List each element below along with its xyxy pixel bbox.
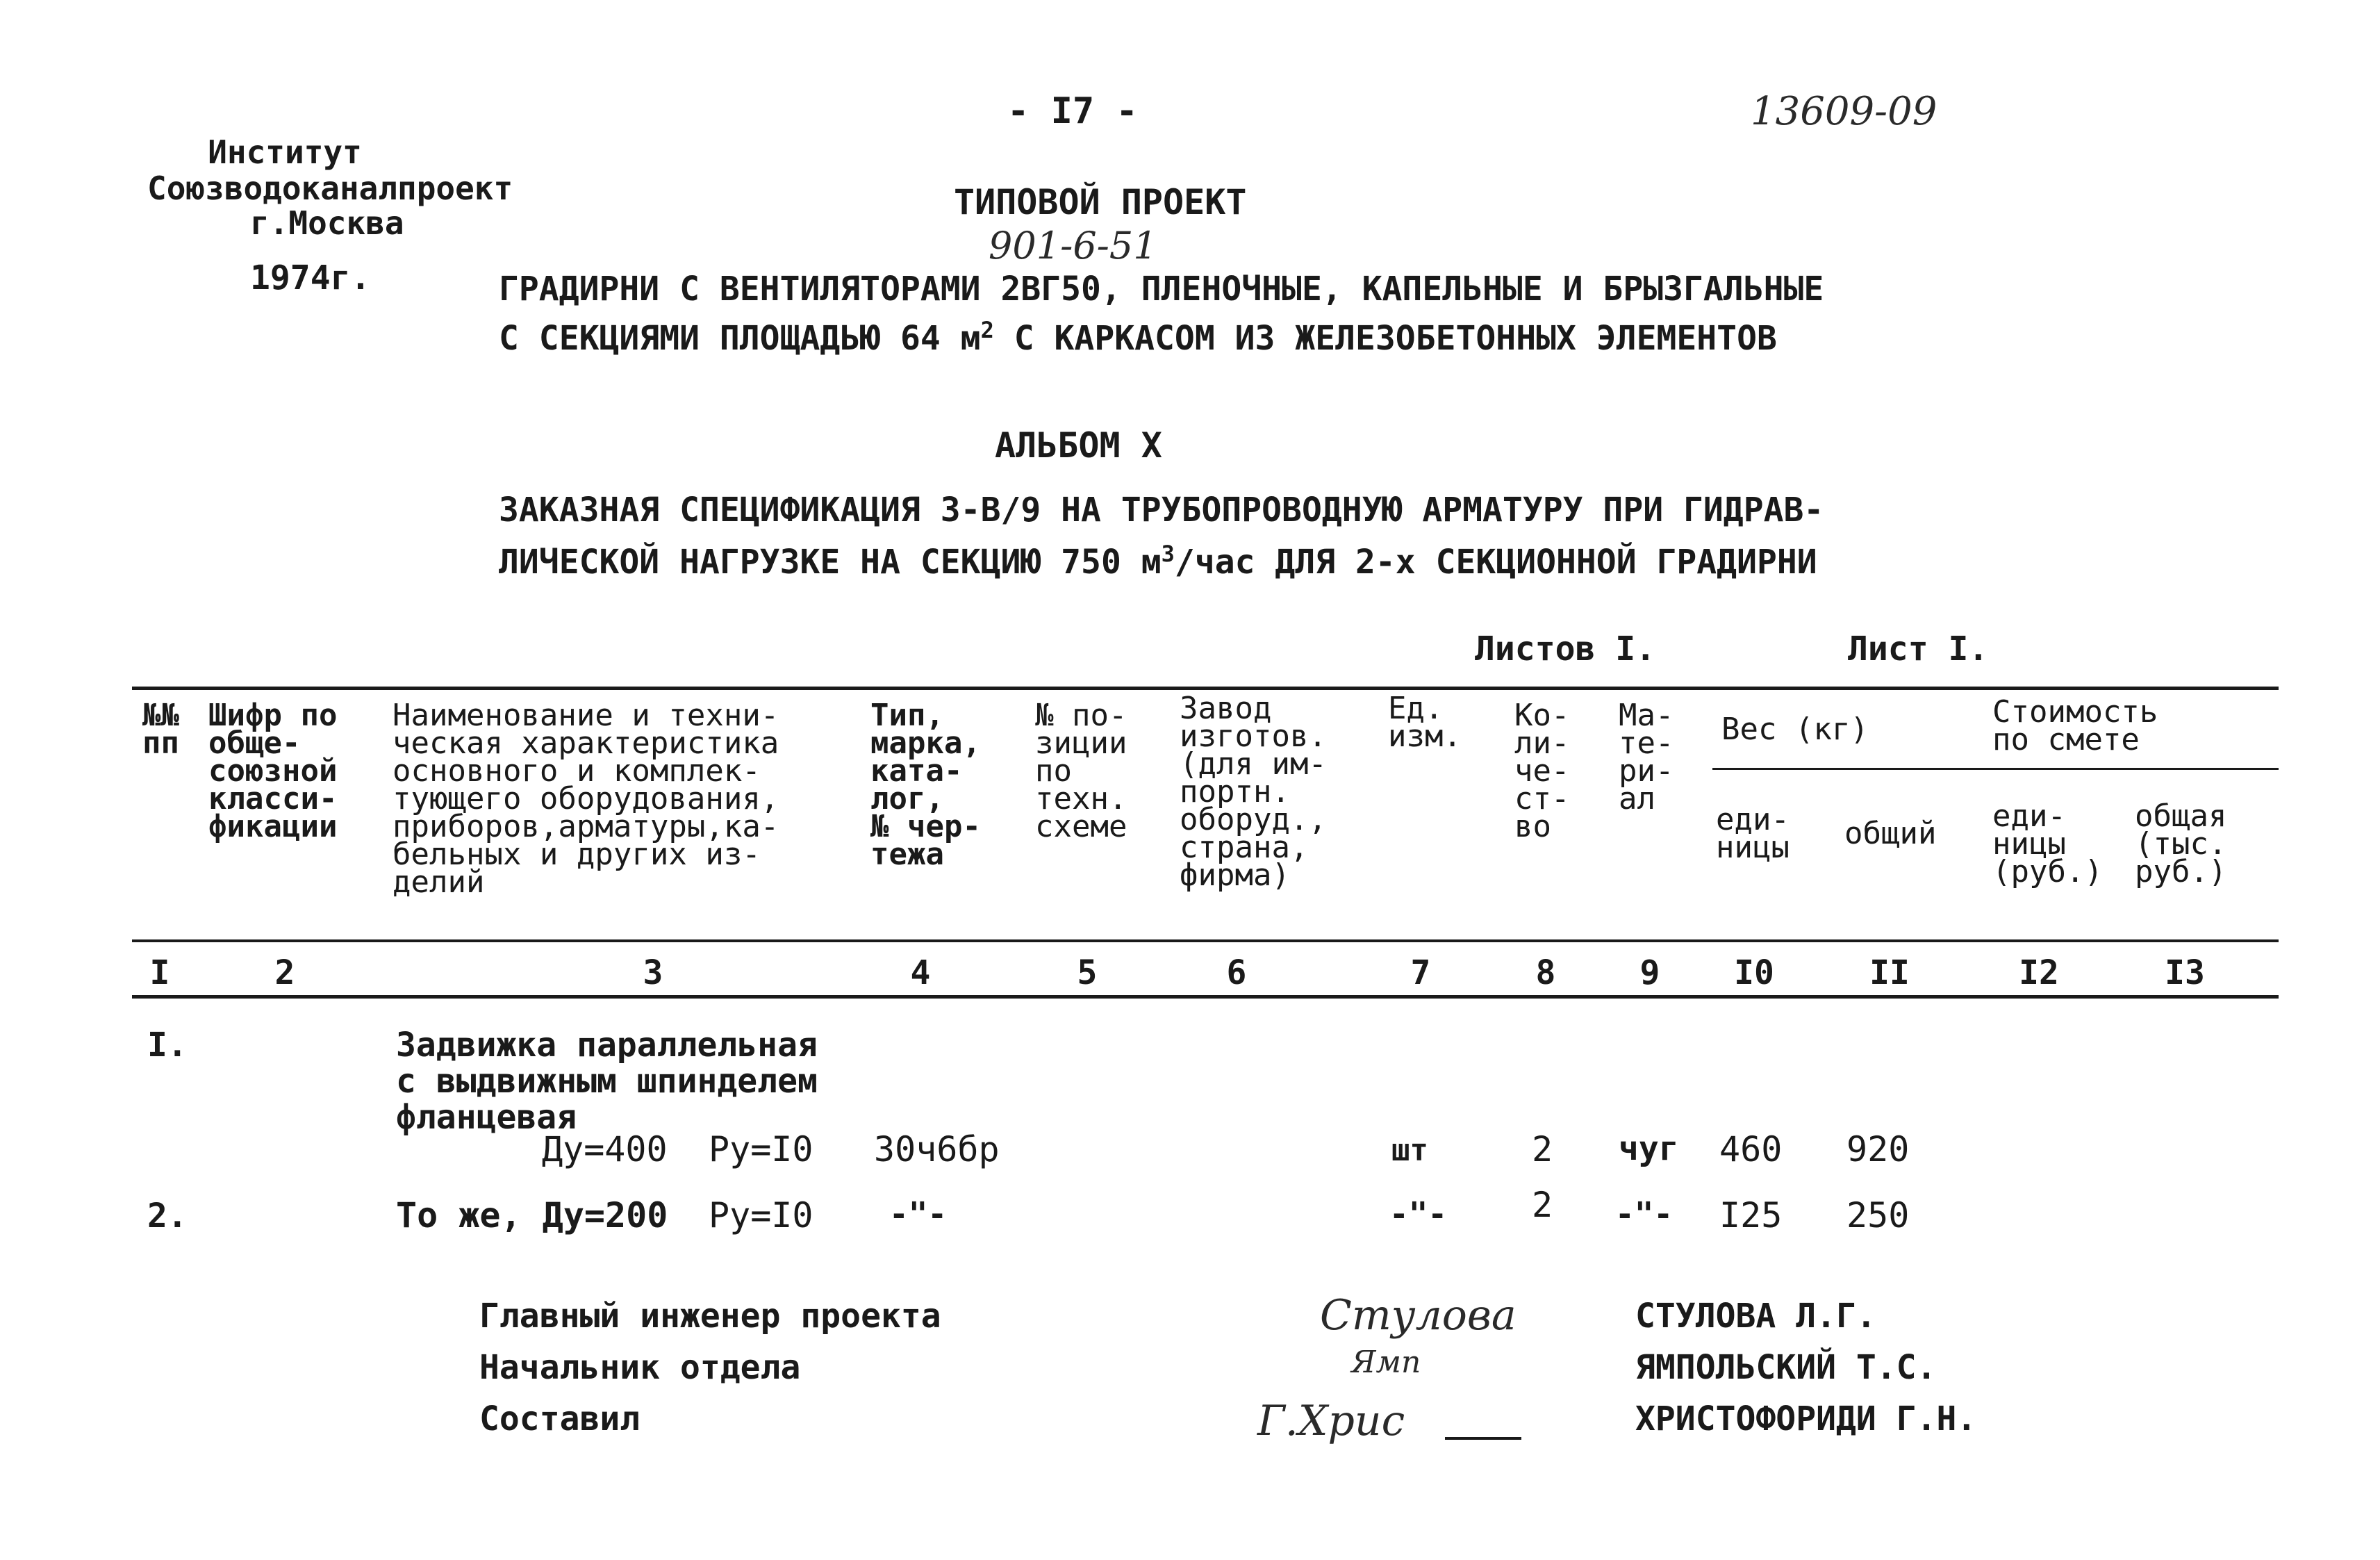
item-quantity: 2: [1532, 1129, 1553, 1169]
column-number: 6: [1226, 953, 1247, 992]
header-position: № по- зиции по техн. схеме: [1035, 698, 1127, 844]
item-name: То же, Ду=200: [396, 1195, 668, 1235]
column-number: 5: [1077, 953, 1098, 992]
handwritten-signature: Стулова: [1320, 1291, 1517, 1340]
signature-role-department-head: Начальник отдела: [479, 1348, 801, 1387]
item-weight-total: 920: [1846, 1129, 1910, 1169]
header-manufacturer: Завод изготов. (для им- портн. оборуд., страна, фирма): [1180, 691, 1327, 893]
column-number: I0: [1734, 953, 1774, 992]
handwritten-signature: Ямп: [1351, 1345, 1421, 1380]
header-weight: Вес (кг): [1721, 712, 1869, 747]
column-number: 9: [1639, 953, 1660, 992]
group-header-rule: [1712, 768, 2279, 770]
signature-role-compiler: Составил: [479, 1399, 641, 1438]
document-code: 13609-09: [1751, 89, 1937, 134]
project-label: ТИПОВОЙ ПРОЕКТ: [954, 182, 1247, 222]
item-weight-total: 250: [1846, 1195, 1910, 1235]
header-type-mark: Тип, марка, ката- лог, № чер- тежа: [870, 698, 981, 872]
column-number: 2: [274, 953, 295, 992]
column-number: II: [1869, 953, 1910, 992]
header-cost-total: общая (тыс. руб.): [2135, 798, 2227, 889]
header-weight-total: общий: [1844, 816, 1937, 851]
signature-role-chief-engineer: Главный инженер проекта: [479, 1297, 941, 1336]
institute-line-1: Институт: [208, 133, 362, 171]
project-title-line-2: С СЕКЦИЯМИ ПЛОЩАДЬЮ 64 $м^2$ С КАРКАСОМ ИЗ ЖЕЛЕЗОБЕТОННЫХ ЭЛЕМЕНТОВ: [499, 317, 1777, 358]
table-top-rule: [132, 687, 2279, 690]
item-name-line: Задвижка параллельная: [396, 1026, 818, 1065]
signature-name-compiler: ХРИСТОФОРИДИ Г.Н.: [1635, 1399, 1977, 1438]
column-number: I2: [2019, 953, 2059, 992]
specification-line-1: ЗАКАЗНАЯ СПЕЦИФИКАЦИЯ 3-В/9 НА ТРУБОПРОВОДНУЮ АРМАТУРУ ПРИ ГИДРАВ-: [499, 491, 1824, 529]
nominal-diameter: Ду=400: [542, 1129, 668, 1169]
item-unit: -"-: [1389, 1195, 1448, 1233]
album-title: АЛЬБОМ X: [995, 425, 1162, 466]
item-quantity: 2: [1532, 1185, 1553, 1225]
handwritten-signature: Г.Хрис: [1257, 1397, 1405, 1445]
column-number: I3: [2165, 953, 2205, 992]
header-item-number: №№ пп: [142, 698, 179, 761]
header-quantity: Ко- ли- че- ст- во: [1514, 698, 1570, 844]
item-unit: шт: [1391, 1133, 1428, 1168]
item-type: 30ч6бр: [874, 1129, 1000, 1169]
signature-name-department-head: ЯМПОЛЬСКИЙ Т.С.: [1635, 1348, 1937, 1387]
project-number: 901-6-51: [989, 224, 1157, 268]
institute-line-3: г.Москва: [250, 204, 404, 242]
column-number: 3: [643, 953, 663, 992]
item-material: -"-: [1615, 1195, 1674, 1233]
header-classification-code: Шифр по обще- союзной класси- фикации: [208, 698, 338, 844]
row-number: I.: [147, 1026, 188, 1065]
year: 1974г.: [250, 258, 371, 297]
nominal-pressure: Ру=I0: [709, 1195, 813, 1235]
signature-name-chief-engineer: СТУЛОВА Л.Г.: [1635, 1297, 1876, 1336]
sheet-number: Лист I.: [1848, 630, 1989, 668]
header-name-description: Наименование и техни- ческая характеристика основного и комплек- тующего оборудования, приборов,арматуры,ка- бельных и других из- делий: [392, 698, 779, 900]
column-number: 7: [1410, 953, 1431, 992]
item-weight-unit: I25: [1719, 1195, 1783, 1235]
header-material: Ма- те- ри- ал: [1619, 698, 1674, 816]
item-material: чуг: [1619, 1129, 1679, 1168]
institute-line-2: Союзводоканалпроект: [147, 170, 513, 207]
item-weight-unit: 460: [1719, 1129, 1783, 1169]
page-number: - I7 -: [1007, 90, 1138, 132]
item-name-line: фланцевая: [396, 1098, 577, 1137]
sheets-total: Листов I.: [1475, 630, 1656, 668]
column-number: I: [149, 953, 170, 992]
header-cost-unit: еди- ницы (руб.): [1992, 798, 2103, 889]
specification-line-2: ЛИЧЕСКОЙ НАГРУЗКЕ НА СЕКЦИЮ 750 $м^3$/час ДЛЯ 2-х СЕКЦИОННОЙ ГРАДИРНИ: [499, 541, 1817, 582]
signature-underline: [1445, 1437, 1521, 1440]
column-number: 4: [910, 953, 931, 992]
row-number: 2.: [147, 1197, 188, 1235]
nominal-pressure: Ру=I0: [709, 1129, 813, 1169]
header-unit: Ед. изм.: [1388, 691, 1462, 754]
column-number: 8: [1535, 953, 1556, 992]
item-name-line: с выдвижным шпинделем: [396, 1062, 818, 1101]
item-type: -"-: [889, 1195, 948, 1233]
header-weight-unit: еди- ницы: [1716, 802, 1790, 865]
header-cost: Стоимость по смете: [1992, 694, 2158, 757]
column-numbers-rule: [132, 995, 2279, 999]
header-bottom-rule: [132, 939, 2279, 942]
project-title-line-1: ГРАДИРНИ С ВЕНТИЛЯТОРАМИ 2ВГ50, ПЛЕНОЧНЫЕ, КАПЕЛЬНЫЕ И БРЫЗГАЛЬНЫЕ: [499, 270, 1824, 309]
